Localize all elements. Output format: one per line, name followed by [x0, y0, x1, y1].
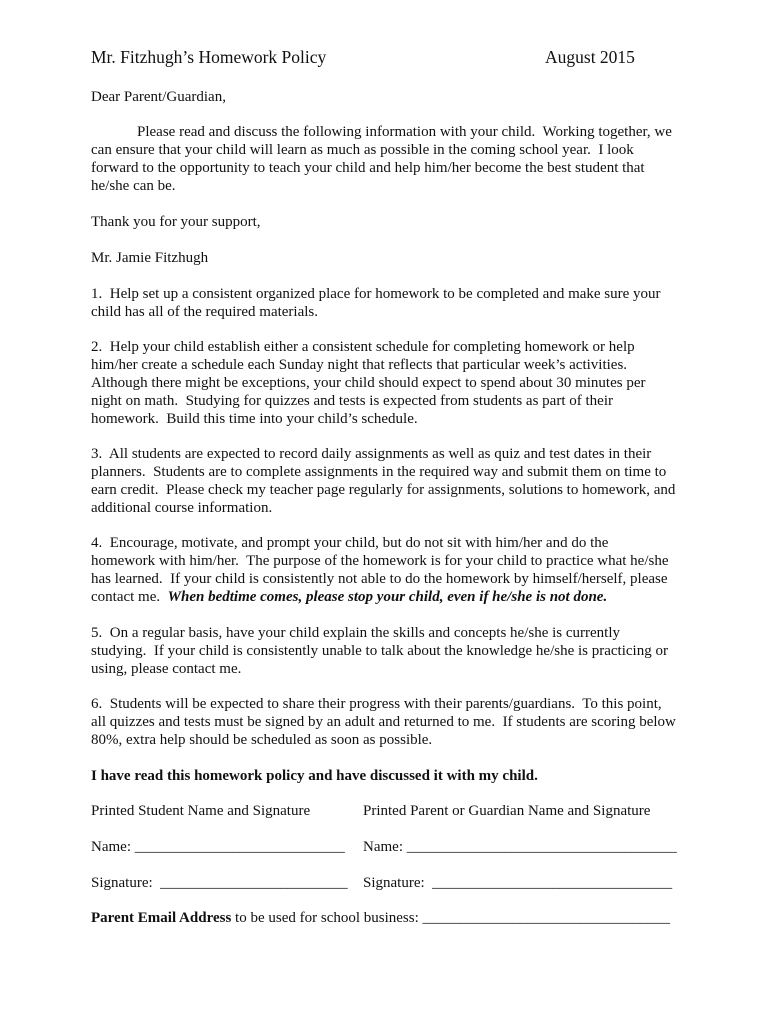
policy-item-line: 6. Students will be expected to share their progress with their parents/guardians. To this point,	[91, 696, 662, 712]
parent-signature-field	[363, 874, 672, 892]
intro-line: he/she can be.	[91, 178, 176, 194]
closing-text: Thank you for your support,	[91, 214, 261, 230]
student-signature-heading: Printed Student Name and Signature	[91, 803, 311, 819]
policy-item-line: all quizzes and tests must be signed by an adult and returned to me. If students are scoring below	[91, 714, 676, 730]
policy-item-6	[91, 695, 731, 749]
policy-item-3	[91, 445, 731, 517]
policy-item-line: additional course information.	[91, 500, 273, 516]
policy-item-text: contact me.	[91, 589, 168, 605]
parent-signature-heading: Printed Parent or Guardian Name and Signature	[363, 803, 651, 819]
student-signature-label: Signature:	[91, 875, 161, 891]
student-name-label: Name:	[91, 839, 135, 855]
student-signature-field	[91, 874, 348, 892]
intro-line: can ensure that your child will learn as much as possible in the coming school year. I look	[91, 142, 634, 158]
signoff	[91, 249, 731, 267]
policy-item-last-line	[91, 588, 731, 606]
bedtime-emphasis: When bedtime comes, please stop your child, even if he/she is not done.	[167, 589, 608, 605]
name-row	[0, 838, 770, 856]
parent-signature-blank[interactable]: ________________________________	[432, 875, 673, 891]
signature-headings	[0, 802, 770, 820]
policy-item-line: 80%, extra help should be scheduled as soon as possible.	[91, 732, 433, 748]
policy-item-line: 1. Help set up a consistent organized place for homework to be completed and make sure your	[91, 286, 661, 302]
intro-paragraph	[91, 123, 731, 195]
policy-item-5	[91, 624, 731, 678]
teacher-name: Mr. Jamie Fitzhugh	[91, 250, 209, 266]
parent-email-label: Parent Email Address	[91, 910, 232, 926]
policy-title: Mr. Fitzhugh’s Homework Policy	[91, 47, 327, 67]
student-signature-blank[interactable]: _________________________	[160, 875, 348, 891]
policy-item-line: using, please contact me.	[91, 661, 242, 677]
policy-item-line: 5. On a regular basis, have your child explain the skills and concepts he/she is currently	[91, 625, 621, 641]
policy-item-line: child has all of the required materials.	[91, 304, 318, 320]
policy-item-line: studying. If your child is consistently unable to talk about the knowledge he/she is practicing or	[91, 643, 668, 659]
policy-item-4	[91, 534, 731, 606]
parent-email-blank[interactable]: _________________________________	[422, 910, 671, 926]
acknowledgement-text: I have read this homework policy and have discussed it with my child.	[91, 768, 538, 784]
policy-item-line: night on math. Studying for quizzes and tests is expected from students as part of their	[91, 393, 613, 409]
policy-item-line: 4. Encourage, motivate, and prompt your child, but do not sit with him/her and do the	[91, 535, 609, 551]
parent-name-field	[363, 838, 677, 856]
policy-item-line: planners. Students are to complete assignments in the required way and submit them on time to	[91, 464, 667, 480]
intro-line: Please read and discuss the following information with your child. Working together, we	[137, 124, 672, 140]
policy-item-line: homework. Build this time into your child’s schedule.	[91, 411, 418, 427]
student-name-field	[91, 838, 345, 856]
policy-item-2	[91, 338, 731, 428]
closing	[91, 213, 731, 231]
student-name-blank[interactable]: ____________________________	[134, 839, 345, 855]
policy-item-line: 3. All students are expected to record daily assignments as well as quiz and test dates in their	[91, 446, 652, 462]
policy-item-1	[91, 285, 731, 321]
letter-date: August 2015	[545, 47, 635, 67]
parent-name-blank[interactable]: ____________________________________	[406, 839, 677, 855]
acknowledgement	[91, 767, 731, 785]
policy-item-line: him/her create a schedule each Sunday night that reflects that particular week’s activities.	[91, 357, 628, 373]
policy-item-line: 2. Help your child establish either a consistent schedule for completing homework or help	[91, 339, 635, 355]
parent-email-label-rest: to be used for school business:	[231, 910, 423, 926]
parent-name-label: Name:	[363, 839, 407, 855]
policy-item-line: earn credit. Please check my teacher page regularly for assignments, solutions to homework, and	[91, 482, 676, 498]
policy-item-line: Although there might be exceptions, your child should expect to spend about 30 minutes per	[91, 375, 646, 391]
letter-header	[0, 46, 770, 68]
policy-item-line: has learned. If your child is consistently not able to do the homework by himself/herself, please	[91, 571, 668, 587]
policy-item-line: homework with him/her. The purpose of the homework is for your child to practice what he/she	[91, 553, 669, 569]
parent-email-field	[91, 909, 670, 927]
intro-line: forward to the opportunity to teach your child and help him/her become the best student that	[91, 160, 645, 176]
salutation-text: Dear Parent/Guardian,	[91, 89, 226, 105]
signature-row	[0, 874, 770, 892]
parent-signature-label: Signature:	[363, 875, 433, 891]
parent-email-row	[0, 909, 770, 927]
salutation	[91, 88, 731, 106]
